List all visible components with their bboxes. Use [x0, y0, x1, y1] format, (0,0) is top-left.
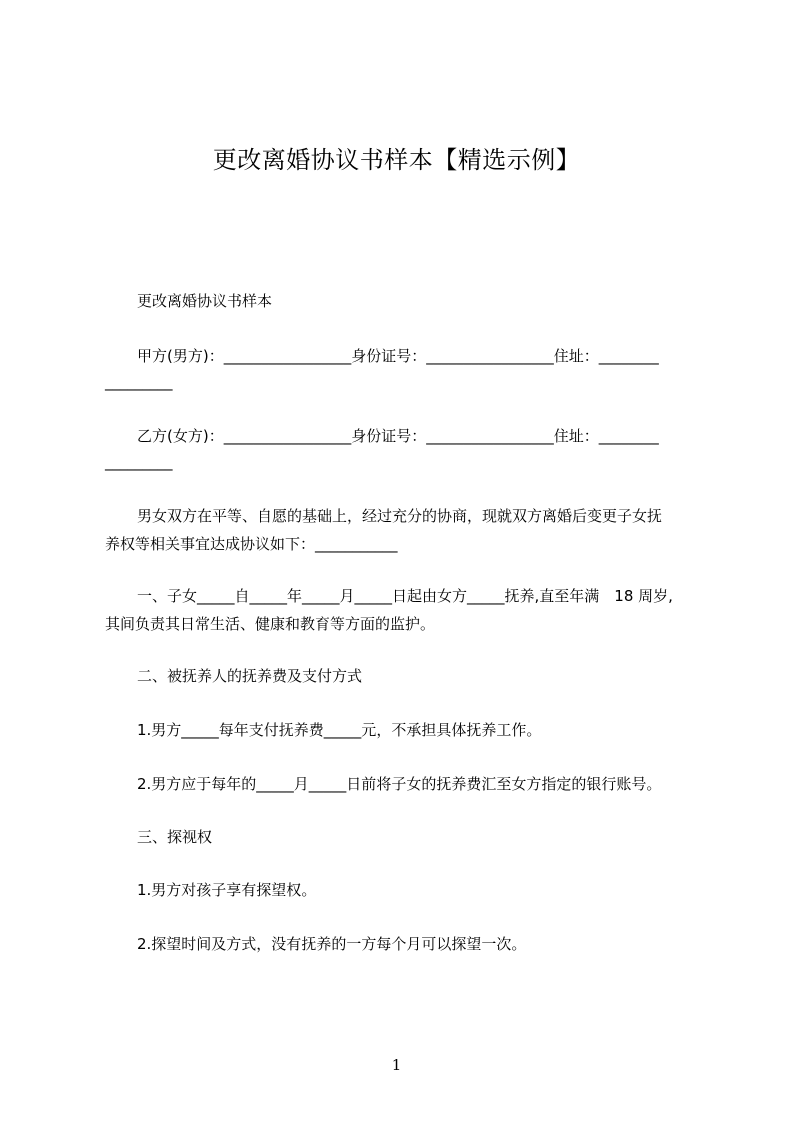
intro-line2: 养权等相关事宜达成协议如下：___________ [105, 535, 398, 553]
party-b-line2: _________ [105, 453, 173, 471]
section3-item2: 2.探望时间及方式，没有抚养的一方每个月可以探望一次。 [137, 935, 527, 953]
section1-line1: 一、子女_____自_____年_____月_____日起由女方_____抚养,直至年满 18 周岁, [137, 587, 673, 605]
document-title: 更改离婚协议书样本【精选示例】 [212, 146, 581, 174]
section2-item2: 2.男方应于每年的_____月_____日前将子女的抚养费汇至女方指定的银行账号。 [137, 775, 662, 793]
intro-line1: 男女双方在平等、自愿的基础上，经过充分的协商，现就双方离婚后变更子女抚 [137, 507, 663, 525]
section3-heading: 三、探视权 [137, 828, 213, 846]
section2-heading: 二、被抚养人的抚养费及支付方式 [137, 667, 363, 685]
section2-item1: 1.男方_____每年支付抚养费_____元，不承担具体抚养工作。 [137, 721, 542, 739]
page-number: 1 [391, 1056, 402, 1074]
section3-item1: 1.男方对孩子享有探望权。 [137, 881, 317, 899]
party-b-line1: 乙方(女方)：_________________身份证号：_________________住址：________ [137, 427, 659, 445]
party-a-line2: _________ [105, 373, 173, 391]
party-a-line1: 甲方(男方)：_________________身份证号：_________________住址：________ [137, 347, 659, 365]
subtitle: 更改离婚协议书样本 [137, 292, 273, 310]
section1-line2: 其间负责其日常生活、健康和教育等方面的监护。 [105, 615, 436, 633]
